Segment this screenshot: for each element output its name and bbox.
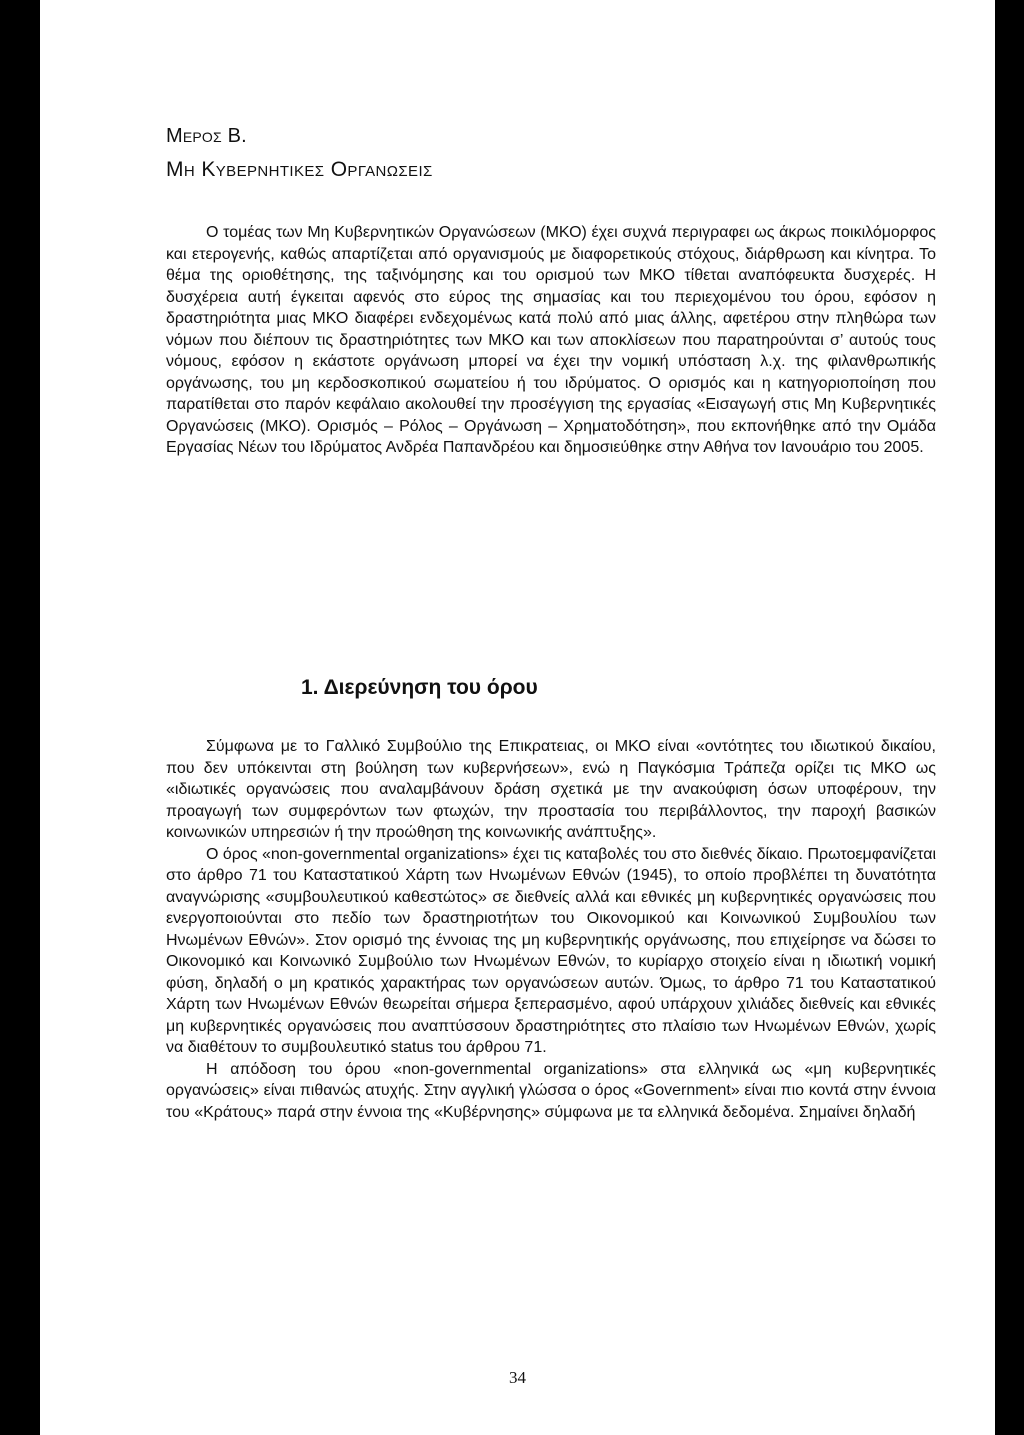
part-label: Μερος Β. xyxy=(166,125,247,147)
section-paragraph-1: Σύμφωνα με το Γαλλικό Συμβούλιο της Επικρατειας, οι ΜΚΟ είναι «οντότητες του ιδιωτικού δικαίου, που δεν υπόκεινται στη βούληση των κυβερνήσεων», ενώ η Παγκόσμια Τράπεζα ορίζει τις ΜΚΟ ως «ιδιωτικές οργανώσεις που αναλαμβάνουν δράση σχετικά με την ανακούφιση όσων υποφέρουν, την προαγωγή των συμφερόντων των φτωχών, την προστασία του περιβάλλοντος, την παροχή βασικών κοινωνικών υπηρεσιών ή την προώθηση της κοινωνικής ανάπτυξης». xyxy=(166,738,936,841)
section-title: Διερεύνηση του όρου xyxy=(323,676,538,699)
document-page xyxy=(40,0,995,1435)
part-title: Μη Κυβερνητικες Οργανωσεις xyxy=(166,158,433,181)
section-heading xyxy=(301,674,538,702)
intro-paragraph: Ο τομέας των Μη Κυβερνητικών Οργανώσεων (ΜΚΟ) έχει συχνά περιγραφει ως άκρως ποικιλόμορφος και ετερογενής, καθώς απαρτίζεται από οργανισμούς με διαφορετικούς στόχους, διάρθρωση και κίνητρα. Το θέμα της οριοθέτησης, της ταξινόμησης και του ορισμού των ΜΚΟ τίθεται αναπόφευκτα δυσχερές. Η δυσχέρεια αυτή έγκειται αφενός στο εύρος της σημασίας και του περιεχομένου του όρου, εφόσον η δραστηριότητα μιας ΜΚΟ διαφέρει ενδεχομένως κατά πολύ από μιας άλλης, αφετέρου στην πληθώρα των νόμων που διέπουν τις δραστηριότητες των ΜΚΟ και των αποκλίσεων που παρατηρούνται σ’ αυτούς τους νόμους, εφόσον η εκάστοτε οργάνωση μπορεί να έχει την νομική υπόσταση λ.χ. της φιλανθρωπικής οργάνωσης, του μη κερδοσκοπικού σωματείου ή του ιδρύματος. Ο ορισμός και η κατηγοριοποίηση που παρατίθεται στο παρόν κεφάλαιο ακολουθεί την προσέγγιση της εργασίας «Εισαγωγή στις Μη Κυβερνητικές Οργανώσεις (ΜΚΟ). Ορισμός – Ρόλος – Οργάνωση – Χρηματοδότηση», που εκπονήθηκε από την Ομάδα Εργασίας Νέων του Ιδρύματος Ανδρέα Παπανδρέου και δημοσιεύθηκε στην Αθήνα τον Ιανουάριο του 2005. xyxy=(166,224,936,456)
page-number: 34 xyxy=(509,1368,526,1387)
section-number: 1. xyxy=(301,676,319,699)
section-body xyxy=(166,736,936,1123)
section-paragraph-2: Ο όρος «non-governmental organizations» έχει τις καταβολές του στο διεθνές δίκαιο. Πρωτοεμφανίζεται στο άρθρο 71 του Καταστατικού Χάρτη των Ηνωμένων Εθνών (1945), το οποίο προβλέπει τη δυνατότητα αναγνώρισης «συμβουλευτικού καθεστώτος» σε διεθνείς αλλά και εθνικές μη κυβερνητικές οργανώσεις που ενεργοποιούνται στο πεδίο των δραστηριοτήτων του Οικονομικού και Κοινωνικού Συμβουλίου των Ηνωμένων Εθνών». Στον ορισμό της έννοιας της μη κυβερνητικής οργάνωσης, που επιχείρησε να δώσει το Οικονομικό και Κοινωνικό Συμβούλιο των Ηνωμένων Εθνών, το κυρίαρχο στοιχείο είναι η ιδιωτική νομική φύση, δηλαδή ο μη κρατικός χαρακτήρας των οργανώσεων αυτών. Όμως, το άρθρο 71 του Καταστατικού Χάρτη των Ηνωμένων Εθνών θεωρείται σήμερα ξεπερασμένο, αφού υπάρχουν χιλιάδες διεθνείς και εθνικές μη κυβερνητικές οργανώσεις που αναπτύσσουν δραστηριότητες στο πλαίσιο των Ηνωμένων Εθνών, χωρίς να διαθέτουν το συμβουλευτικό status του άρθρου 71. xyxy=(166,845,936,1056)
intro-block xyxy=(166,222,936,459)
section-paragraph-3: Η απόδοση του όρου «non-governmental organizations» στα ελληνικά ως «μη κυβερνητικές οργανώσεις» είναι πιθανώς ατυχής. Στην αγγλική γλώσσα ο όρος «Government» είναι πιο κοντά στην έννοια του «Κράτους» παρά στην έννοια της «Κυβέρνησης» σύμφωνα με τα ελληνικά δεδομένα. Σημαίνει δηλαδή xyxy=(166,1060,936,1121)
